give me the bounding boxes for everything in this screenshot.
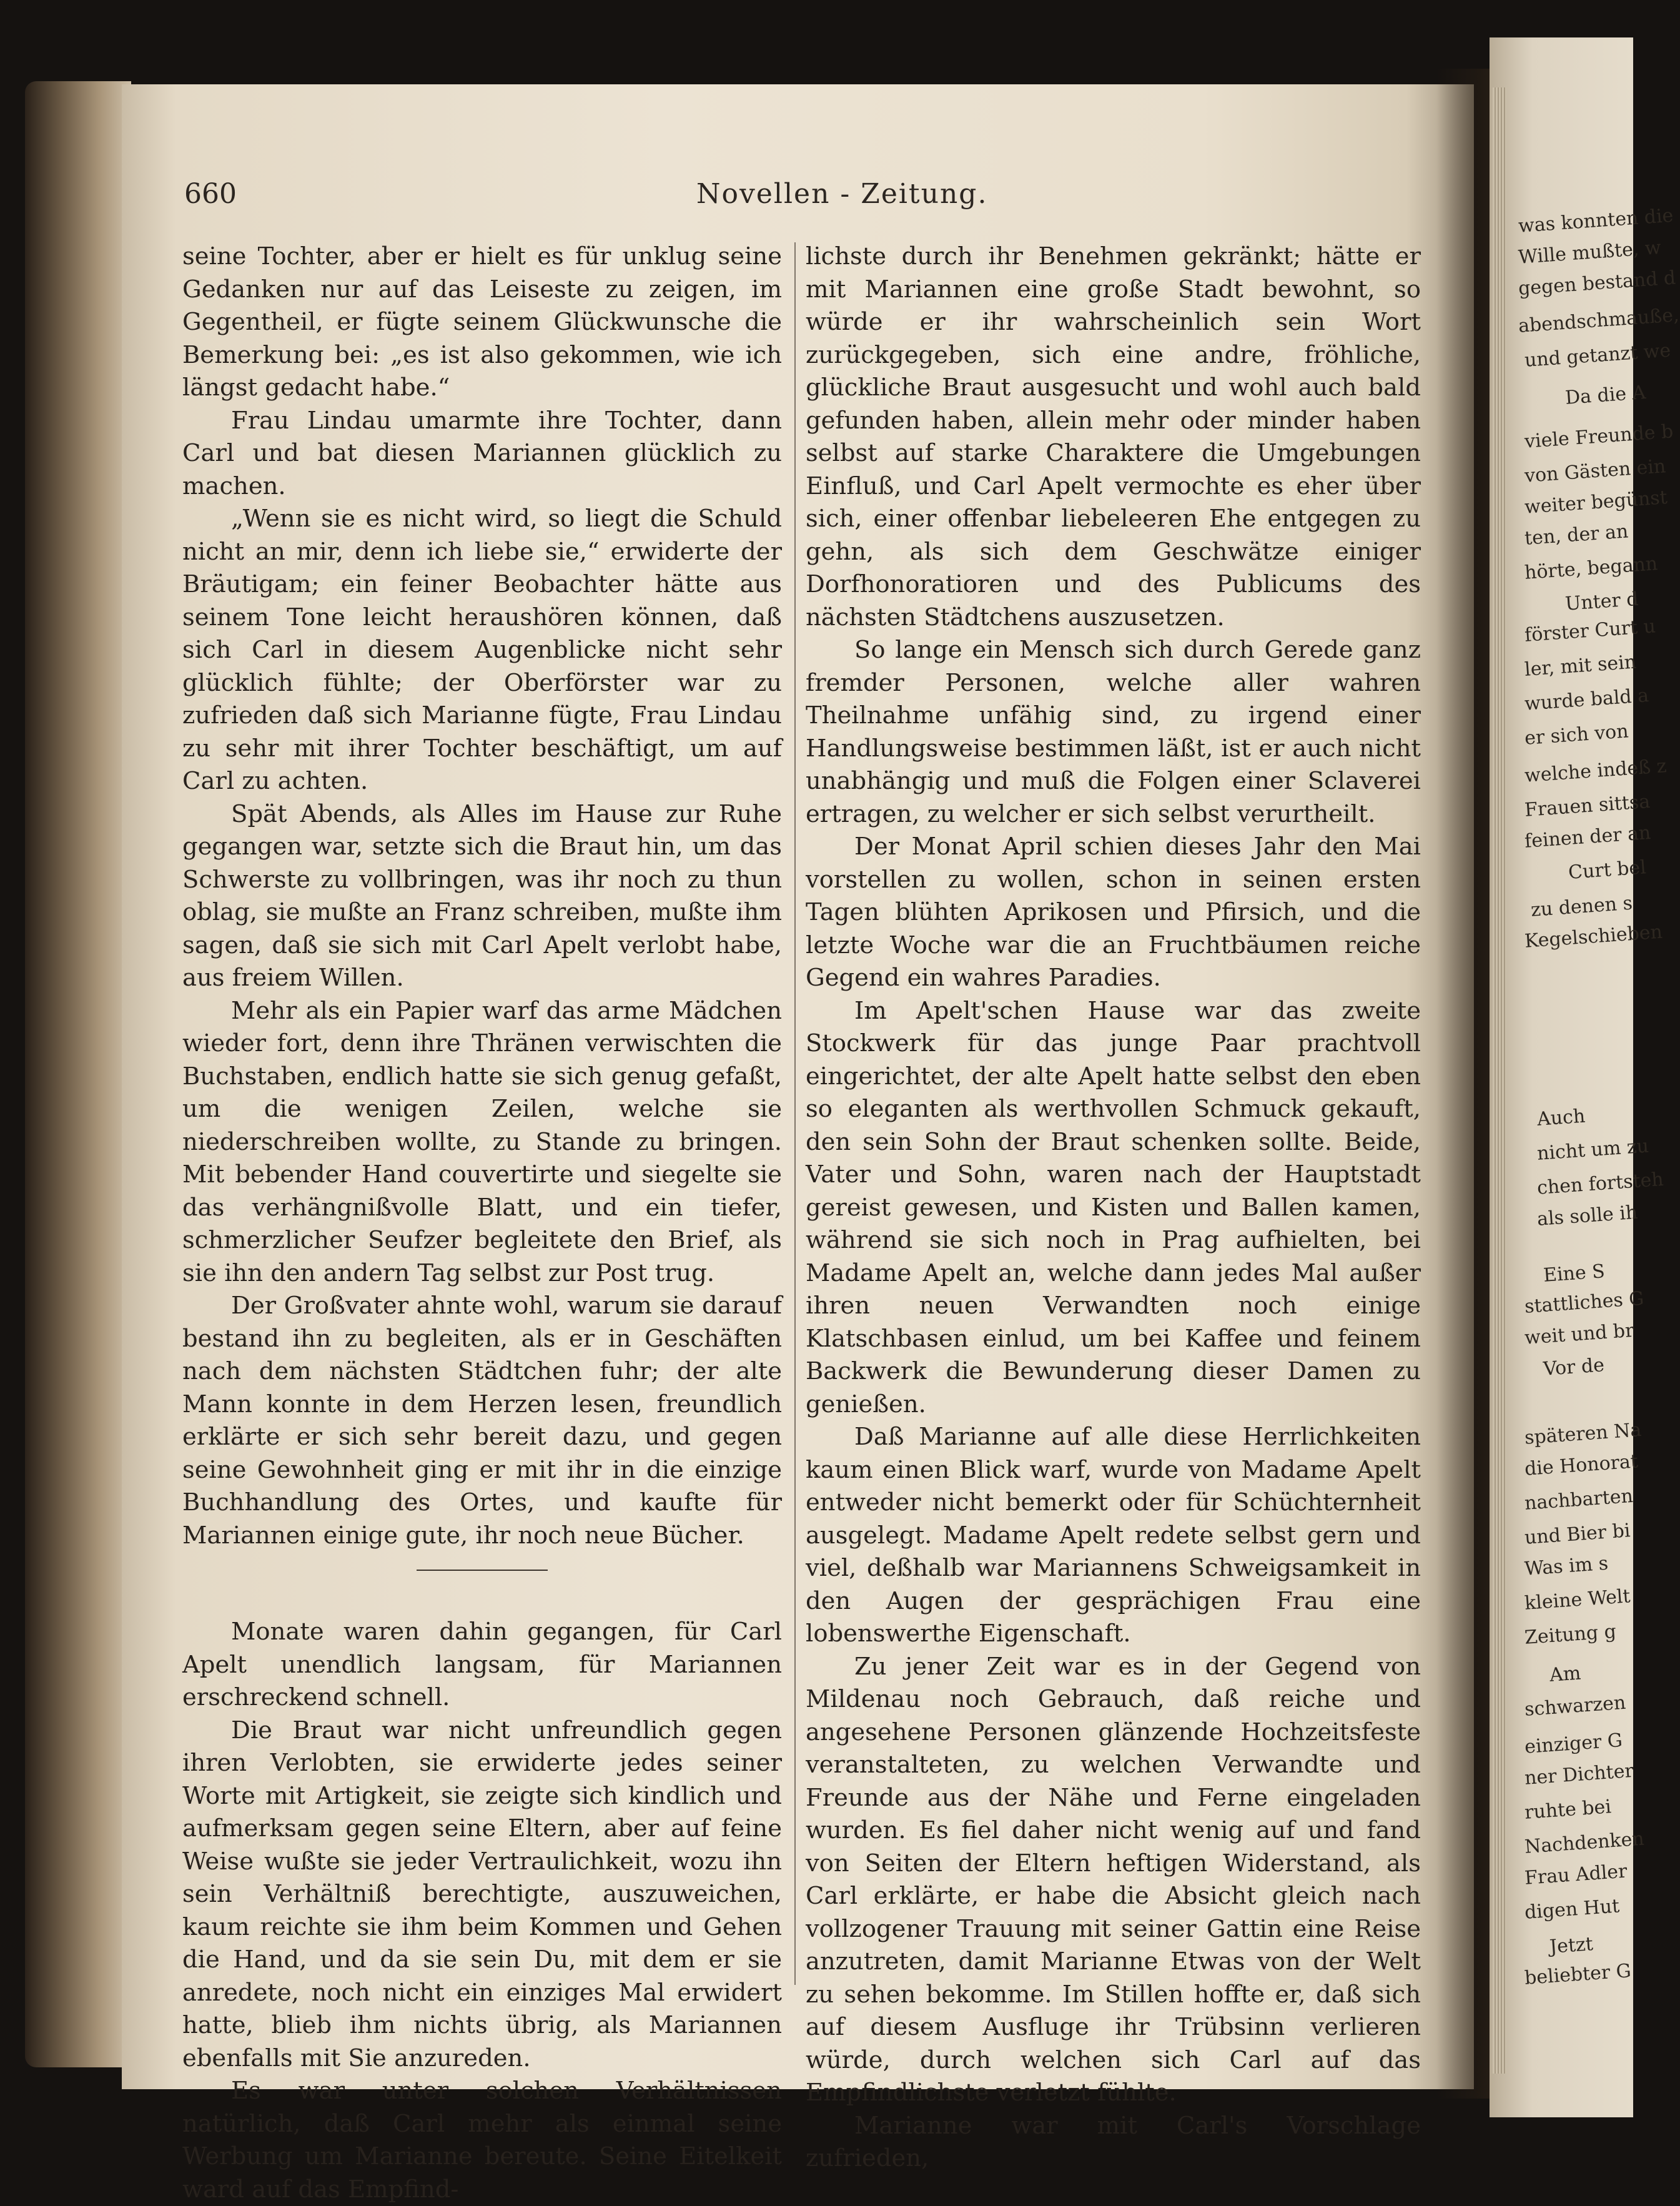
facing-page-line: welche indeß z (1524, 755, 1668, 787)
facing-page-line: die Honorat (1524, 1450, 1639, 1480)
facing-page-line: stattliches G (1524, 1287, 1645, 1318)
paragraph: Im Apelt'schen Hause war das zweite Stockwerk für das junge Paar prachtvoll eingerichtet, der alte Apelt hatte selbst den eben so eleganten als werthvollen Schmuck gekauft, den sein Sohn der Braut schenken sollte. Beide, Vater und Sohn, waren nach der Hauptstadt gereist gewesen, und Kisten und Ballen kamen, während sie sich noch in Prag aufhielten, bei Madame Apelt an, welche dann jedes Mal außer ihren neuen Verwandten noch einige Klatschbasen einlud, um bei Kaffee und feinem Backwerk die Bewunderung dieser Damen zu genießen. (806, 996, 1421, 1418)
facing-page-line: weit und br (1524, 1319, 1635, 1349)
facing-page-line: und getanzt we (1524, 339, 1672, 372)
paragraph: seine Tochter, aber er hielt es für unklug seine Gedanken nur auf das Leiseste zu zeigen, im Gegentheil, er fügte seinem Glückwunsche die Bemerkung bei: „es ist also gekommen, wie ich längst gedacht habe.“ (182, 242, 782, 402)
paragraph: Marianne war mit Carl's Vorschlage zufrieden, (806, 2111, 1421, 2172)
facing-page-line: ten, der an (1524, 520, 1629, 550)
facing-page-line: nachbarten (1524, 1485, 1634, 1515)
facing-page-line: Am (1549, 1662, 1582, 1686)
facing-page-line: Zeitung g (1524, 1620, 1617, 1649)
facing-page-line: Frauen sittsa (1524, 790, 1651, 821)
facing-page-line: einziger G (1524, 1729, 1623, 1758)
facing-page-line: chen fortsteh (1536, 1168, 1664, 1199)
paragraph: Zu jener Zeit war es in der Gegend von Mildenau noch Gebrauch, daß reiche und angesehene Personen glänzende Hochzeitsfeste veranstalteten, zu welchen Verwandte und Freunde aus der Nähe und Ferne eingeladen wurden. Es fiel daher nicht wenig auf und fand von Seiten der Eltern heftigen Widerstand, als Carl erklärte, er habe die Absicht gleich nach vollzogener Trauung mit seiner Gattin eine Reise anzutreten, damit Marianne Etwas von der Welt zu sehen bekomme. Im Stillen hoffte er, daß sich auf diesem Ausfluge ihr Trübsinn verlieren würde, durch welchen sich Carl auf das Empfindlichste verletzt fühlte. (806, 1652, 1421, 2107)
facing-page-line: gegen bestand d (1518, 267, 1677, 300)
paragraph: Monate waren dahin gegangen, für Carl Apelt unendlich langsam, für Mariannen erschreckend schnell. (182, 1618, 782, 1711)
section-separator (417, 1570, 548, 1571)
right-column (806, 240, 1421, 2175)
facing-page-line: schwarzen (1524, 1691, 1627, 1721)
paragraph: „Wenn sie es nicht wird, so liegt die Schuld nicht an mir, denn ich liebe sie,“ erwiderte der Bräutigam; ein feiner Beobachter hätte aus seinem Tone leicht heraushören können, daß sich Carl in diesem Augenblicke nicht sehr glücklich fühlte; der Oberförster war zu zufrieden daß sich Marianne fügte, Frau Lindau zu sehr mit ihrer Tochter beschäftigt, um auf Carl zu achten. (182, 505, 782, 795)
facing-page-edge (1493, 87, 1506, 2074)
facing-page-line: als solle ih (1536, 1201, 1639, 1230)
facing-page-line: Nachdenken (1524, 1828, 1645, 1858)
facing-page-line: ler, mit sein (1524, 651, 1638, 681)
facing-page-line: abendschmauße, (1518, 304, 1680, 337)
facing-page-line: digen Hut (1524, 1895, 1621, 1924)
facing-page-line: Kegelschieben (1524, 921, 1663, 952)
paragraph: Frau Lindau umarmte ihre Tochter, dann Carl und bat diesen Mariannen glücklich zu machen. (182, 406, 782, 500)
facing-page-line: feinen der an (1524, 821, 1652, 853)
paragraph: Der Großvater ahnte wohl, warum sie darauf bestand ihn zu begleiten, als er in Geschäften nach dem nächsten Städtchen fuhr; der alte Mann konnte in dem Herzen lesen, freundlich erklärte er sich sehr bereit dazu, und gegen seine Gewohnheit ging er mit ihr in die einzige Buchhandlung des Ortes, und kaufte für Mariannen einige gute, ihr noch neue Bücher. (182, 1292, 782, 1550)
paragraph: Daß Marianne auf alle diese Herrlichkeiten kaum einen Blick warf, wurde von Madame Apelt entweder nicht bemerkt oder für Schüchternheit ausgelegt. Madame Apelt redete selbst gern und viel, deßhalb war Mariannens Schweigsamkeit in den Augen der gesprächigen Frau eine lobenswerthe Eigenschaft. (806, 1423, 1421, 1648)
facing-page-line: förster Curt u (1524, 615, 1657, 646)
paragraph: Der Monat April schien dieses Jahr den Mai vorstellen zu wollen, schon in seinen ersten Tagen blühten Aprikosen und Pfirsich, und die letzte Woche war die an Fruchtbäumen reiche Gegend ein wahres Paradies. (806, 833, 1421, 992)
facing-page-line: Frau Adler (1524, 1860, 1628, 1889)
paragraph: lichste durch ihr Benehmen gekränkt; hätte er mit Mariannen eine große Stadt bewohnt, so würde er ihr wahrscheinlich sein Wort zurückgegeben, sich eine andre, fröhliche, glückliche Braut ausgesucht und wohl auch bald gefunden haben, allein mehr oder minder haben selbst auf starke Charaktere die Umgebungen Einfluß, und Carl Apelt vermochte es eher über sich, einer offenbar liebeleeren Ehe entgegen zu gehn, als sich dem Geschwätze einiger Dorfhonoratioren und des Publicums des nächsten Städtchens auszusetzen. (806, 242, 1421, 631)
running-head: Novellen - Zeitung. (696, 178, 988, 210)
facing-page-line: Vor de (1543, 1354, 1606, 1380)
facing-page-line: beliebter G (1524, 1960, 1632, 1989)
book-edge-left (25, 81, 131, 2067)
facing-page-line: Unter d (1564, 588, 1639, 615)
facing-page-line: er sich von (1524, 720, 1629, 749)
facing-page-line: Eine S (1543, 1260, 1606, 1287)
facing-page-line: Wille mußte, w (1518, 237, 1662, 269)
facing-page-line: von Gästen ein (1524, 455, 1667, 487)
facing-page-line: wurde bald a (1524, 685, 1650, 715)
page-number: 660 (184, 178, 237, 210)
facing-page-line: nicht um zu (1536, 1135, 1650, 1165)
facing-page-line: hörte, begann (1524, 553, 1659, 584)
facing-page-line: Auch (1536, 1105, 1586, 1130)
page-header (184, 178, 1418, 215)
facing-page-line: und Bier bi (1524, 1520, 1631, 1549)
facing-page-line: späteren Na (1524, 1418, 1643, 1449)
facing-page-line: zu denen s (1530, 892, 1633, 921)
facing-page-line: Curt bel (1568, 856, 1647, 884)
facing-page-line: kleine Welt (1524, 1585, 1631, 1615)
facing-page-line: viele Freunde b (1524, 420, 1674, 453)
left-column (182, 240, 782, 2206)
facing-page-line: Da die A (1564, 381, 1647, 409)
column-rule (794, 242, 796, 1985)
facing-page-line: Jetzt (1549, 1933, 1594, 1958)
paragraph: So lange ein Mensch sich durch Gerede ganz fremder Personen, welche aller wahren Theilnahme unfähig sind, zu irgend einer Handlungsweise bestimmen läßt, ist er auch nicht unabhängig und muß die Folgen einer Sclaverei ertragen, zu welcher er sich selbst verurtheilt. (806, 636, 1421, 828)
facing-page-line: ner Dichter (1524, 1759, 1634, 1789)
facing-page-line: was konnten die (1518, 204, 1674, 237)
paragraph: Mehr als ein Papier warf das arme Mädchen wieder fort, denn ihre Thränen verwischten die Buchstaben, endlich hatte sie sich genug gefaßt, um die wenigen Zeilen, welche sie niederschreiben wollte, zu Stande zu bringen. Mit bebender Hand couvertirte und siegelte sie das verhängnißvolle Blatt, und ein tiefer, schmerzlicher Seufzer begleitete den Brief, als sie ihn den andern Tag selbst zur Post trug. (182, 996, 782, 1287)
facing-page-line: Was im s (1524, 1552, 1609, 1580)
facing-page-line: ruhte bei (1524, 1796, 1612, 1824)
paragraph: Die Braut war nicht unfreundlich gegen ihren Verlobten, sie erwiderte jedes seiner Worte mit Artigkeit, sie zeigte sich kindlich und aufmerksam gegen seine Eltern, aber auf feine Weise wußte sie jeder Vertraulichkeit, wozu ihn sein Verhältniß berechtigte, auszuweichen, kaum reichte sie ihm beim Kommen und Gehen die Hand, und da sie sein Du, mit dem er sie anredete, noch nicht ein einziges Mal erwidert hatte, blieb ihm nichts übrig, als Mariannen ebenfalls mit Sie anzureden. (182, 1716, 782, 2072)
facing-page-line: weiter begünst (1524, 487, 1668, 518)
paragraph: Es war unter solchen Verhältnissen natürlich, daß Carl mehr als einmal seine Werbung um Marianne bereute. Seine Eitelkeit ward auf das Empfind- (182, 2077, 782, 2204)
paragraph: Spät Abends, als Alles im Hause zur Ruhe gegangen war, setzte sich die Braut hin, um das Schwerste zu vollbringen, was ihr noch zu thun oblag, sie mußte an Franz schreiben, mußte ihm sagen, daß sie sich mit Carl Apelt verlobt habe, aus freiem Willen. (182, 799, 782, 992)
